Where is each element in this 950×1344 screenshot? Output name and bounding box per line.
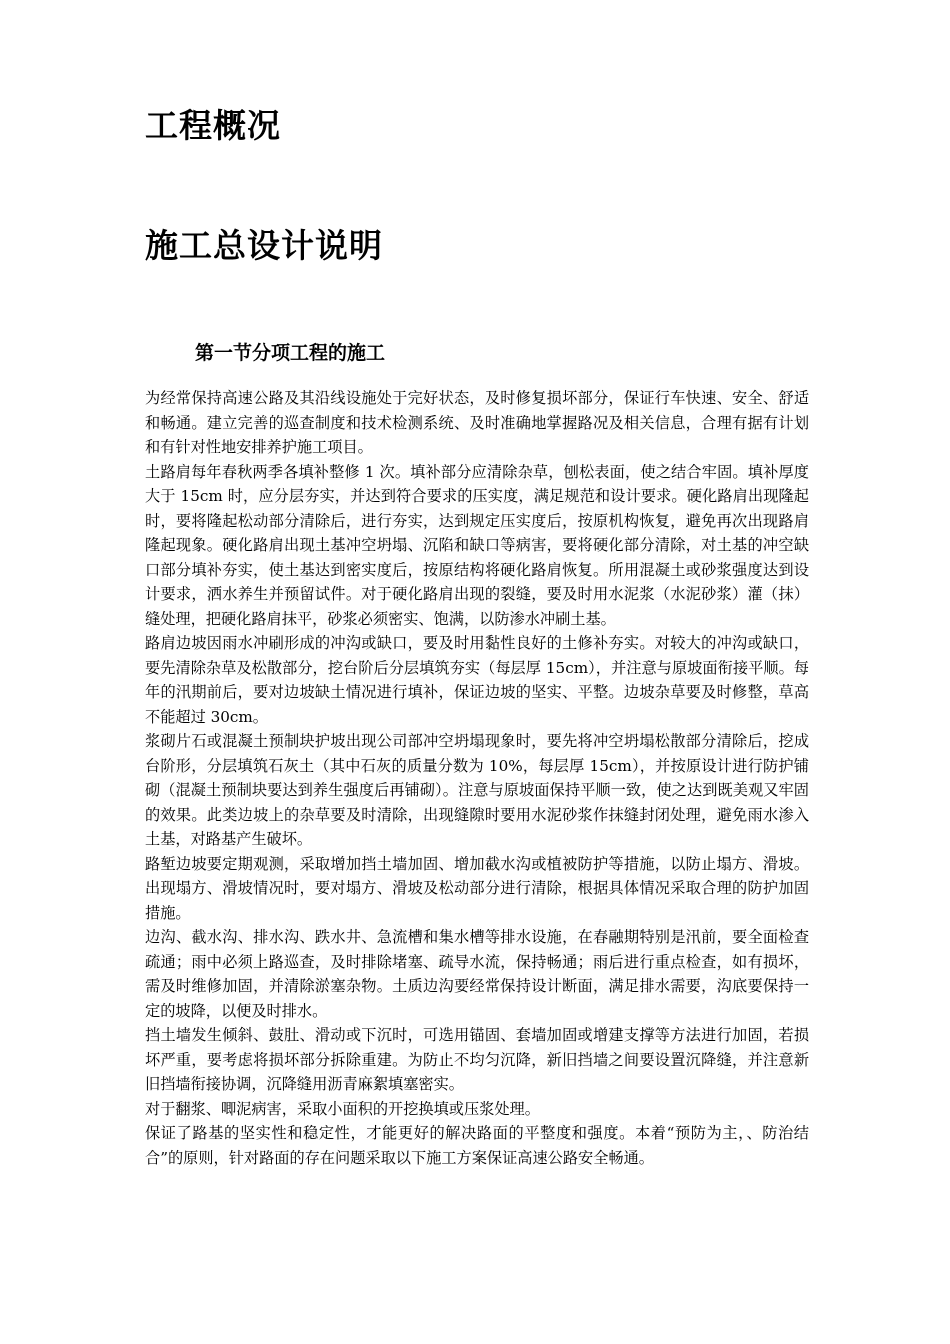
paragraph: 挡土墙发生倾斜、鼓肚、滑动或下沉时，可选用锚固、套墙加固或增建支撑等方法进行加固，若损坏严重，要考虑将损坏部分拆除重建。为防止不均匀沉降，新旧挡墙之间要设置沉降缝，并注意新旧挡墙衔接协调，沉降缝用沥青麻絮填塞密实。 <box>145 1026 809 1093</box>
paragraph: 保证了路基的坚实性和稳定性，才能更好的解决路面的平整度和强度。本着“预防为主，、防治结合”的原则，针对路面的存在问题采取以下施工方案保证高速公路安全畅通。 <box>145 1124 809 1167</box>
paragraph: 边沟、截水沟、排水沟、跌水井、急流槽和集水槽等排水设施，在春融期特别是汛前，要全面检查疏通；雨中必须上路巡查，及时排除堵塞、疏导水流，保持畅通；雨后进行重点检查，如有损坏，需及时维修加固，并清除淤塞杂物。土质边沟要经常保持设计断面，满足排水需要，沟底要保持一定的坡降，以便及时排水。 <box>145 928 809 1020</box>
paragraph: 为经常保持高速公路及其沿线设施处于完好状态，及时修复损坏部分，保证行车快速、安全、舒适和畅通。建立完善的巡查制度和技术检测系统、及时准确地掌握路况及相关信息，合理有据有计划和有针对性地安排养护施工项目。 <box>145 389 809 456</box>
section-heading: 第一节分项工程的施工 <box>195 342 386 364</box>
document-heading: 施工总设计说明 <box>145 226 383 265</box>
paragraph: 浆砌片石或混凝土预制块护坡出现公司部冲空坍塌现象时，要先将冲空坍塌松散部分清除后，挖成台阶形，分层填筑石灰土（其中石灰的质量分数为 10%，每层厚 15cm），并按原设计进行防护铺砌（混凝土预制块要达到养生强度后再铺砌）。注意与原坡面保持平顺一致，使之达到既美观又牢固的效果。此类边坡上的杂草要及时清除，出现缝隙时要用水泥砂浆作抹缝封闭处理，避免雨水渗入土基，对路基产生破坏。 <box>145 732 809 848</box>
page-title: 工程概况 <box>145 106 281 145</box>
paragraph: 对于翻浆、唧泥病害，采取小面积的开挖换填或压浆处理。 <box>145 1099 540 1118</box>
paragraph: 路堑边坡要定期观测，采取增加挡土墙加固、增加截水沟或植被防护等措施，以防止塌方、滑坡。出现塌方、滑坡情况时，要对塌方、滑坡及松动部分进行清除，根据具体情况采取合理的防护加固措施。 <box>145 854 809 922</box>
paragraph: 路肩边坡因雨水冲刷形成的冲沟或缺口，要及时用黏性良好的土修补夯实。对较大的冲沟或缺口，要先清除杂草及松散部分，挖台阶后分层填筑夯实（每层厚 15cm），并注意与原坡面衔接平顺。每年的汛期前后，要对边坡缺土情况进行填补，保证边坡的坚实、平整。边坡杂草要及时修整，草高不能超过 30cm。 <box>145 634 809 726</box>
body-text <box>145 386 809 1170</box>
paragraph: 土路肩每年春秋两季各填补整修 1 次。填补部分应清除杂草，刨松表面，使之结合牢固。填补厚度大于 15cm 时，应分层夯实，并达到符合要求的压实度，满足规范和设计要求。硬化路肩出现隆起时，要将隆起松动部分清除后，进行夯实，达到规定压实度后，按原机构恢复，避免再次出现路肩隆起现象。硬化路肩出现土基冲空坍塌、沉陷和缺口等病害，要将硬化部分清除，对土基的冲空缺口部分填补夯实，使土基达到密实度后，按原结构将硬化路肩恢复。所用混凝土或砂浆强度达到设计要求，洒水养生并预留试件。对于硬化路肩出现的裂缝，要及时用水泥浆（水泥砂浆）灌（抹）缝处理，把硬化路肩抹平，砂浆必须密实、饱满，以防渗水冲刷土基。 <box>145 462 809 628</box>
